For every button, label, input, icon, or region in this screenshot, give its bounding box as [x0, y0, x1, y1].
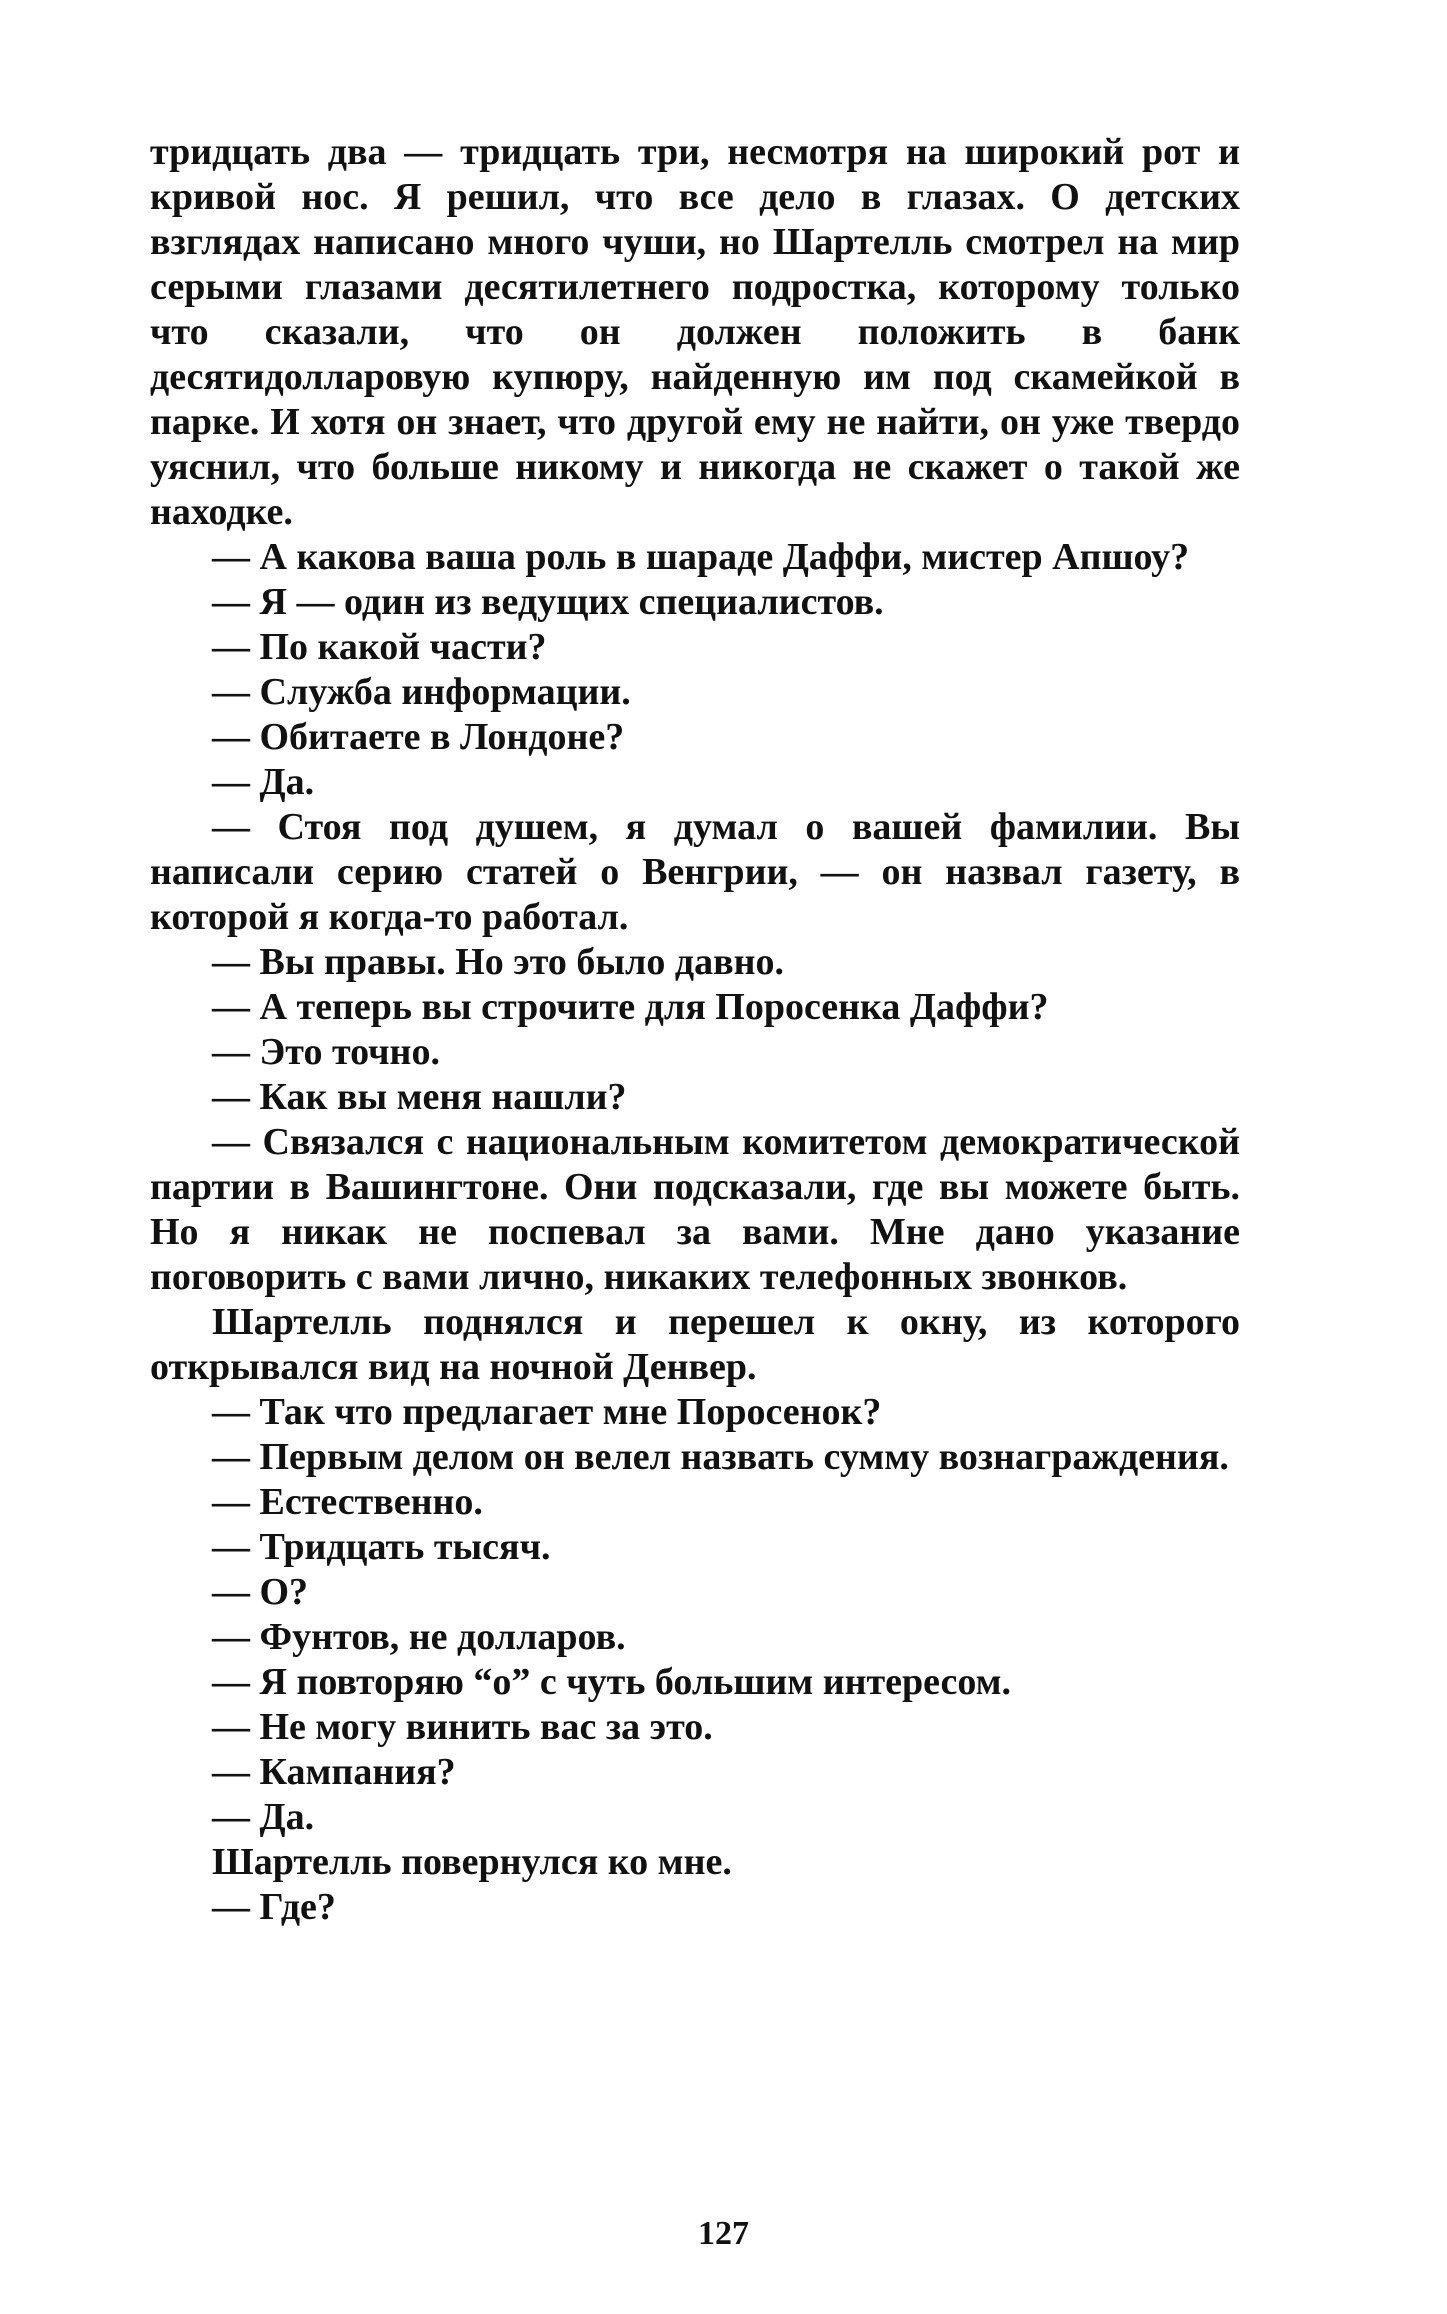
paragraph-21: — Я повторяю “о” с чуть большим интересом. — [212, 1661, 1012, 1703]
paragraph-22: — Не могу винить вас за это. — [212, 1706, 713, 1748]
paragraph-3: — Я — один из ведущих специалистов. — [212, 581, 884, 623]
paragraph-11: — Это точно. — [212, 1031, 440, 1073]
page-body — [150, 130, 1240, 2190]
paragraph-15: — Так что предлагает мне Поросенок? — [212, 1391, 882, 1433]
paragraph-6: — Обитаете в Лондоне? — [212, 716, 625, 758]
paragraph-4: — По какой части? — [212, 626, 547, 668]
paragraph-17: — Естественно. — [212, 1481, 483, 1523]
paragraph-23: — Кампания? — [212, 1751, 456, 1793]
paragraph-19: — О? — [212, 1571, 309, 1613]
paragraph-2: — А какова ваша роль в шараде Даффи, мистер Апшоу? — [212, 536, 1190, 578]
paragraph-10: — А теперь вы строчите для Поросенка Даффи? — [212, 986, 1049, 1028]
paragraph-18: — Тридцать тысяч. — [212, 1526, 551, 1568]
paragraph-24: — Да. — [212, 1796, 315, 1838]
paragraph-9: — Вы правы. Но это было давно. — [212, 941, 785, 983]
paragraph-1: тридцать два — тридцать три, несмотря на широкий рот и кривой нос. Я решил, что все дело в глазах. О детских взглядах написано много чуши, но Шартелль смотрел на мир серыми глазами десятилетнего подростка, которому только что сказали, что он должен положить в банк десятидолларовую купюру, найденную им под скамейкой в парке. И хотя он знает, что другой ему не найти, он уже твердо уяснил, что больше никому и никогда не скажет о такой же находке. — [150, 131, 1240, 533]
paragraph-26: — Где? — [212, 1886, 336, 1928]
paragraph-12: — Как вы меня нашли? — [212, 1076, 627, 1118]
paragraph-7: — Да. — [212, 761, 315, 803]
paragraph-20: — Фунтов, не долларов. — [212, 1616, 626, 1658]
paragraph-13: — Связался с национальным комитетом демократической партии в Вашингтоне. Они подсказали, где вы можете быть. Но я никак не поспевал за вами. Мне дано указание поговорить с вами лично, никаких телефонных звонков. — [150, 1121, 1240, 1298]
paragraph-8: — Стоя под душем, я думал о вашей фамилии. Вы написали серию статей о Венгрии, — он назвал газету, в которой я когда-то работал. — [150, 806, 1240, 938]
paragraph-14: Шартелль поднялся и перешел к окну, из которого открывался вид на ночной Денвер. — [150, 1301, 1240, 1388]
paragraph-5: — Служба информации. — [212, 671, 631, 713]
page-number: 127 — [698, 2215, 749, 2252]
paragraph-25: Шартелль повернулся ко мне. — [212, 1841, 732, 1883]
paragraph-16: — Первым делом он велел назвать сумму вознаграждения. — [212, 1436, 1229, 1478]
